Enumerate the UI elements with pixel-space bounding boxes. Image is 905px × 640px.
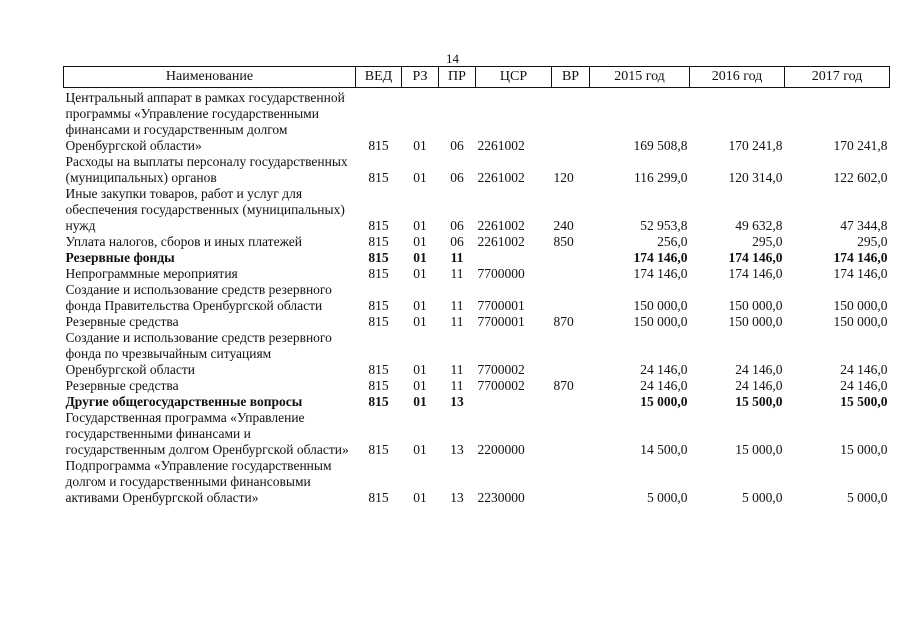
- cell-ved: 815: [368, 378, 389, 393]
- table-row: [64, 410, 890, 458]
- cell-vr: [552, 266, 590, 282]
- cell-name: Уплата налогов, сборов и иных платежей: [65, 234, 302, 249]
- cell-csr: 2200000: [477, 442, 525, 457]
- cell-rz: 01: [413, 362, 427, 377]
- budget-table: [63, 66, 890, 506]
- cell-name: Резервные фонды: [65, 250, 175, 265]
- cell-csr: 2261002: [477, 234, 525, 249]
- table-row: [64, 458, 890, 506]
- cell-y2017: 174 146,0: [833, 266, 888, 281]
- cell-csr: 7700002: [477, 378, 525, 393]
- cell-y2016: 24 146,0: [735, 362, 783, 377]
- cell-ved: 815: [368, 170, 389, 185]
- cell-ved: 815: [368, 362, 389, 377]
- cell-name: Резервные средства: [65, 378, 179, 393]
- table-row: [64, 282, 890, 314]
- cell-name: Центральный аппарат в рамках государственной программы «Управление государственными финансами и государственным долгом Оренбургской области»: [65, 90, 345, 153]
- table-row: [64, 88, 890, 155]
- header-ved: ВЕД: [356, 67, 402, 88]
- cell-y2015: 256,0: [657, 234, 688, 249]
- cell-rz: 01: [413, 298, 427, 313]
- cell-y2017: 150 000,0: [833, 298, 888, 313]
- cell-rz: 01: [413, 234, 427, 249]
- cell-name: Государственная программа «Управление государственными финансами и государственным долгом Оренбургской области»: [65, 410, 349, 457]
- cell-name: Резервные средства: [65, 314, 179, 329]
- cell-vr: 240: [553, 218, 574, 233]
- header-vr: ВР: [552, 67, 590, 88]
- cell-name: Создание и использование средств резервного фонда по чрезвычайным ситуациям Оренбургской области: [65, 330, 332, 377]
- cell-rz: 01: [413, 266, 427, 281]
- cell-y2017: 122 602,0: [833, 170, 888, 185]
- cell-y2015: 15 000,0: [640, 394, 688, 409]
- cell-csr: 2230000: [477, 490, 525, 505]
- cell-y2016: 5 000,0: [742, 490, 783, 505]
- cell-y2017: 24 146,0: [840, 362, 888, 377]
- cell-csr: 7700001: [477, 314, 525, 329]
- cell-rz: 01: [413, 170, 427, 185]
- cell-y2017: 47 344,8: [840, 218, 888, 233]
- header-pr: ПР: [439, 67, 476, 88]
- cell-csr: [476, 394, 552, 410]
- cell-csr: [476, 250, 552, 266]
- cell-vr: [552, 88, 590, 155]
- cell-pr: 06: [450, 218, 464, 233]
- table-row: [64, 330, 890, 378]
- table-row: [64, 266, 890, 282]
- cell-rz: 01: [413, 138, 427, 153]
- cell-pr: 11: [450, 250, 464, 265]
- cell-name: Подпрограмма «Управление государственным долгом и государственными финансовыми активами Оренбургской области»: [65, 458, 332, 505]
- header-row: [64, 67, 890, 88]
- cell-pr: 06: [450, 138, 464, 153]
- cell-ved: 815: [368, 442, 389, 457]
- cell-csr: 2261002: [477, 218, 525, 233]
- cell-y2017: 150 000,0: [833, 314, 888, 329]
- cell-ved: 815: [368, 234, 389, 249]
- cell-vr: [552, 458, 590, 506]
- cell-vr: [552, 394, 590, 410]
- cell-pr: 11: [450, 378, 464, 393]
- page-number: 14: [446, 51, 459, 66]
- cell-ved: 815: [368, 266, 389, 281]
- cell-pr: 06: [450, 170, 464, 185]
- table-row: [64, 154, 890, 186]
- cell-name: Непрограммные мероприятия: [65, 266, 238, 281]
- cell-vr: 870: [553, 378, 574, 393]
- header-rz: РЗ: [402, 67, 439, 88]
- cell-csr: 2261002: [477, 138, 525, 153]
- cell-y2017: 170 241,8: [833, 138, 888, 153]
- cell-y2015: 24 146,0: [640, 362, 688, 377]
- cell-rz: 01: [413, 490, 427, 505]
- cell-name: Иные закупки товаров, работ и услуг для обеспечения государственных (муниципальных) нужд: [65, 186, 345, 233]
- cell-name: Другие общегосударственные вопросы: [65, 394, 303, 409]
- cell-y2016: 24 146,0: [735, 378, 783, 393]
- table-row: [64, 394, 890, 410]
- header-2016: 2016 год: [690, 67, 785, 88]
- cell-rz: 01: [413, 218, 427, 233]
- header-csr: ЦСР: [476, 67, 552, 88]
- cell-ved: 815: [368, 218, 389, 233]
- cell-y2016: 170 241,8: [728, 138, 783, 153]
- cell-vr: 870: [553, 314, 574, 329]
- cell-pr: 11: [450, 266, 464, 281]
- cell-vr: [552, 282, 590, 314]
- cell-pr: 13: [450, 442, 464, 457]
- cell-pr: 06: [450, 234, 464, 249]
- cell-y2015: 52 953,8: [640, 218, 688, 233]
- cell-y2015: 174 146,0: [633, 250, 688, 265]
- cell-y2016: 174 146,0: [728, 266, 783, 281]
- cell-rz: 01: [413, 442, 427, 457]
- cell-rz: 01: [413, 250, 427, 265]
- cell-pr: 11: [450, 362, 464, 377]
- cell-name: Расходы на выплаты персоналу государственных (муниципальных) органов: [65, 154, 348, 185]
- cell-y2016: 174 146,0: [728, 250, 783, 265]
- cell-y2016: 15 000,0: [735, 442, 783, 457]
- cell-ved: 815: [368, 394, 389, 409]
- table-row: [64, 234, 890, 250]
- cell-csr: 7700002: [477, 362, 525, 377]
- cell-pr: 13: [450, 394, 464, 409]
- cell-y2017: 295,0: [857, 234, 888, 249]
- cell-y2016: 150 000,0: [728, 298, 783, 313]
- cell-y2017: 15 500,0: [840, 394, 888, 409]
- cell-y2015: 116 299,0: [634, 170, 688, 185]
- cell-rz: 01: [413, 378, 427, 393]
- cell-y2016: 295,0: [752, 234, 783, 249]
- header-2017: 2017 год: [785, 67, 890, 88]
- cell-ved: 815: [368, 314, 389, 329]
- cell-ved: 815: [368, 138, 389, 153]
- cell-pr: 11: [450, 314, 464, 329]
- cell-name: Создание и использование средств резервного фонда Правительства Оренбургской области: [65, 282, 332, 313]
- cell-vr: [552, 250, 590, 266]
- cell-vr: 850: [553, 234, 574, 249]
- cell-y2015: 150 000,0: [633, 298, 688, 313]
- cell-y2015: 14 500,0: [640, 442, 688, 457]
- table-row: [64, 378, 890, 394]
- cell-y2017: 15 000,0: [840, 442, 888, 457]
- cell-y2015: 169 508,8: [633, 138, 688, 153]
- cell-vr: [552, 330, 590, 378]
- header-2015: 2015 год: [590, 67, 690, 88]
- table-row: [64, 186, 890, 234]
- cell-y2016: 49 632,8: [735, 218, 783, 233]
- cell-y2015: 174 146,0: [633, 266, 688, 281]
- cell-rz: 01: [413, 394, 427, 409]
- cell-y2017: 174 146,0: [833, 250, 888, 265]
- cell-ved: 815: [368, 490, 389, 505]
- cell-ved: 815: [368, 250, 389, 265]
- cell-y2015: 24 146,0: [640, 378, 688, 393]
- cell-y2017: 24 146,0: [840, 378, 888, 393]
- header-name: Наименование: [64, 67, 356, 88]
- cell-vr: 120: [553, 170, 574, 185]
- cell-pr: 11: [450, 298, 464, 313]
- cell-csr: 7700001: [477, 298, 525, 313]
- cell-y2016: 120 314,0: [728, 170, 783, 185]
- cell-csr: 7700000: [477, 266, 525, 281]
- table-body: [64, 88, 890, 507]
- cell-y2015: 5 000,0: [647, 490, 688, 505]
- cell-y2017: 5 000,0: [847, 490, 888, 505]
- cell-csr: 2261002: [477, 170, 525, 185]
- cell-rz: 01: [413, 314, 427, 329]
- table-row: [64, 250, 890, 266]
- cell-y2016: 15 500,0: [735, 394, 783, 409]
- cell-pr: 13: [450, 490, 464, 505]
- cell-y2016: 150 000,0: [728, 314, 783, 329]
- cell-vr: [552, 410, 590, 458]
- cell-y2015: 150 000,0: [633, 314, 688, 329]
- table-row: [64, 314, 890, 330]
- cell-ved: 815: [368, 298, 389, 313]
